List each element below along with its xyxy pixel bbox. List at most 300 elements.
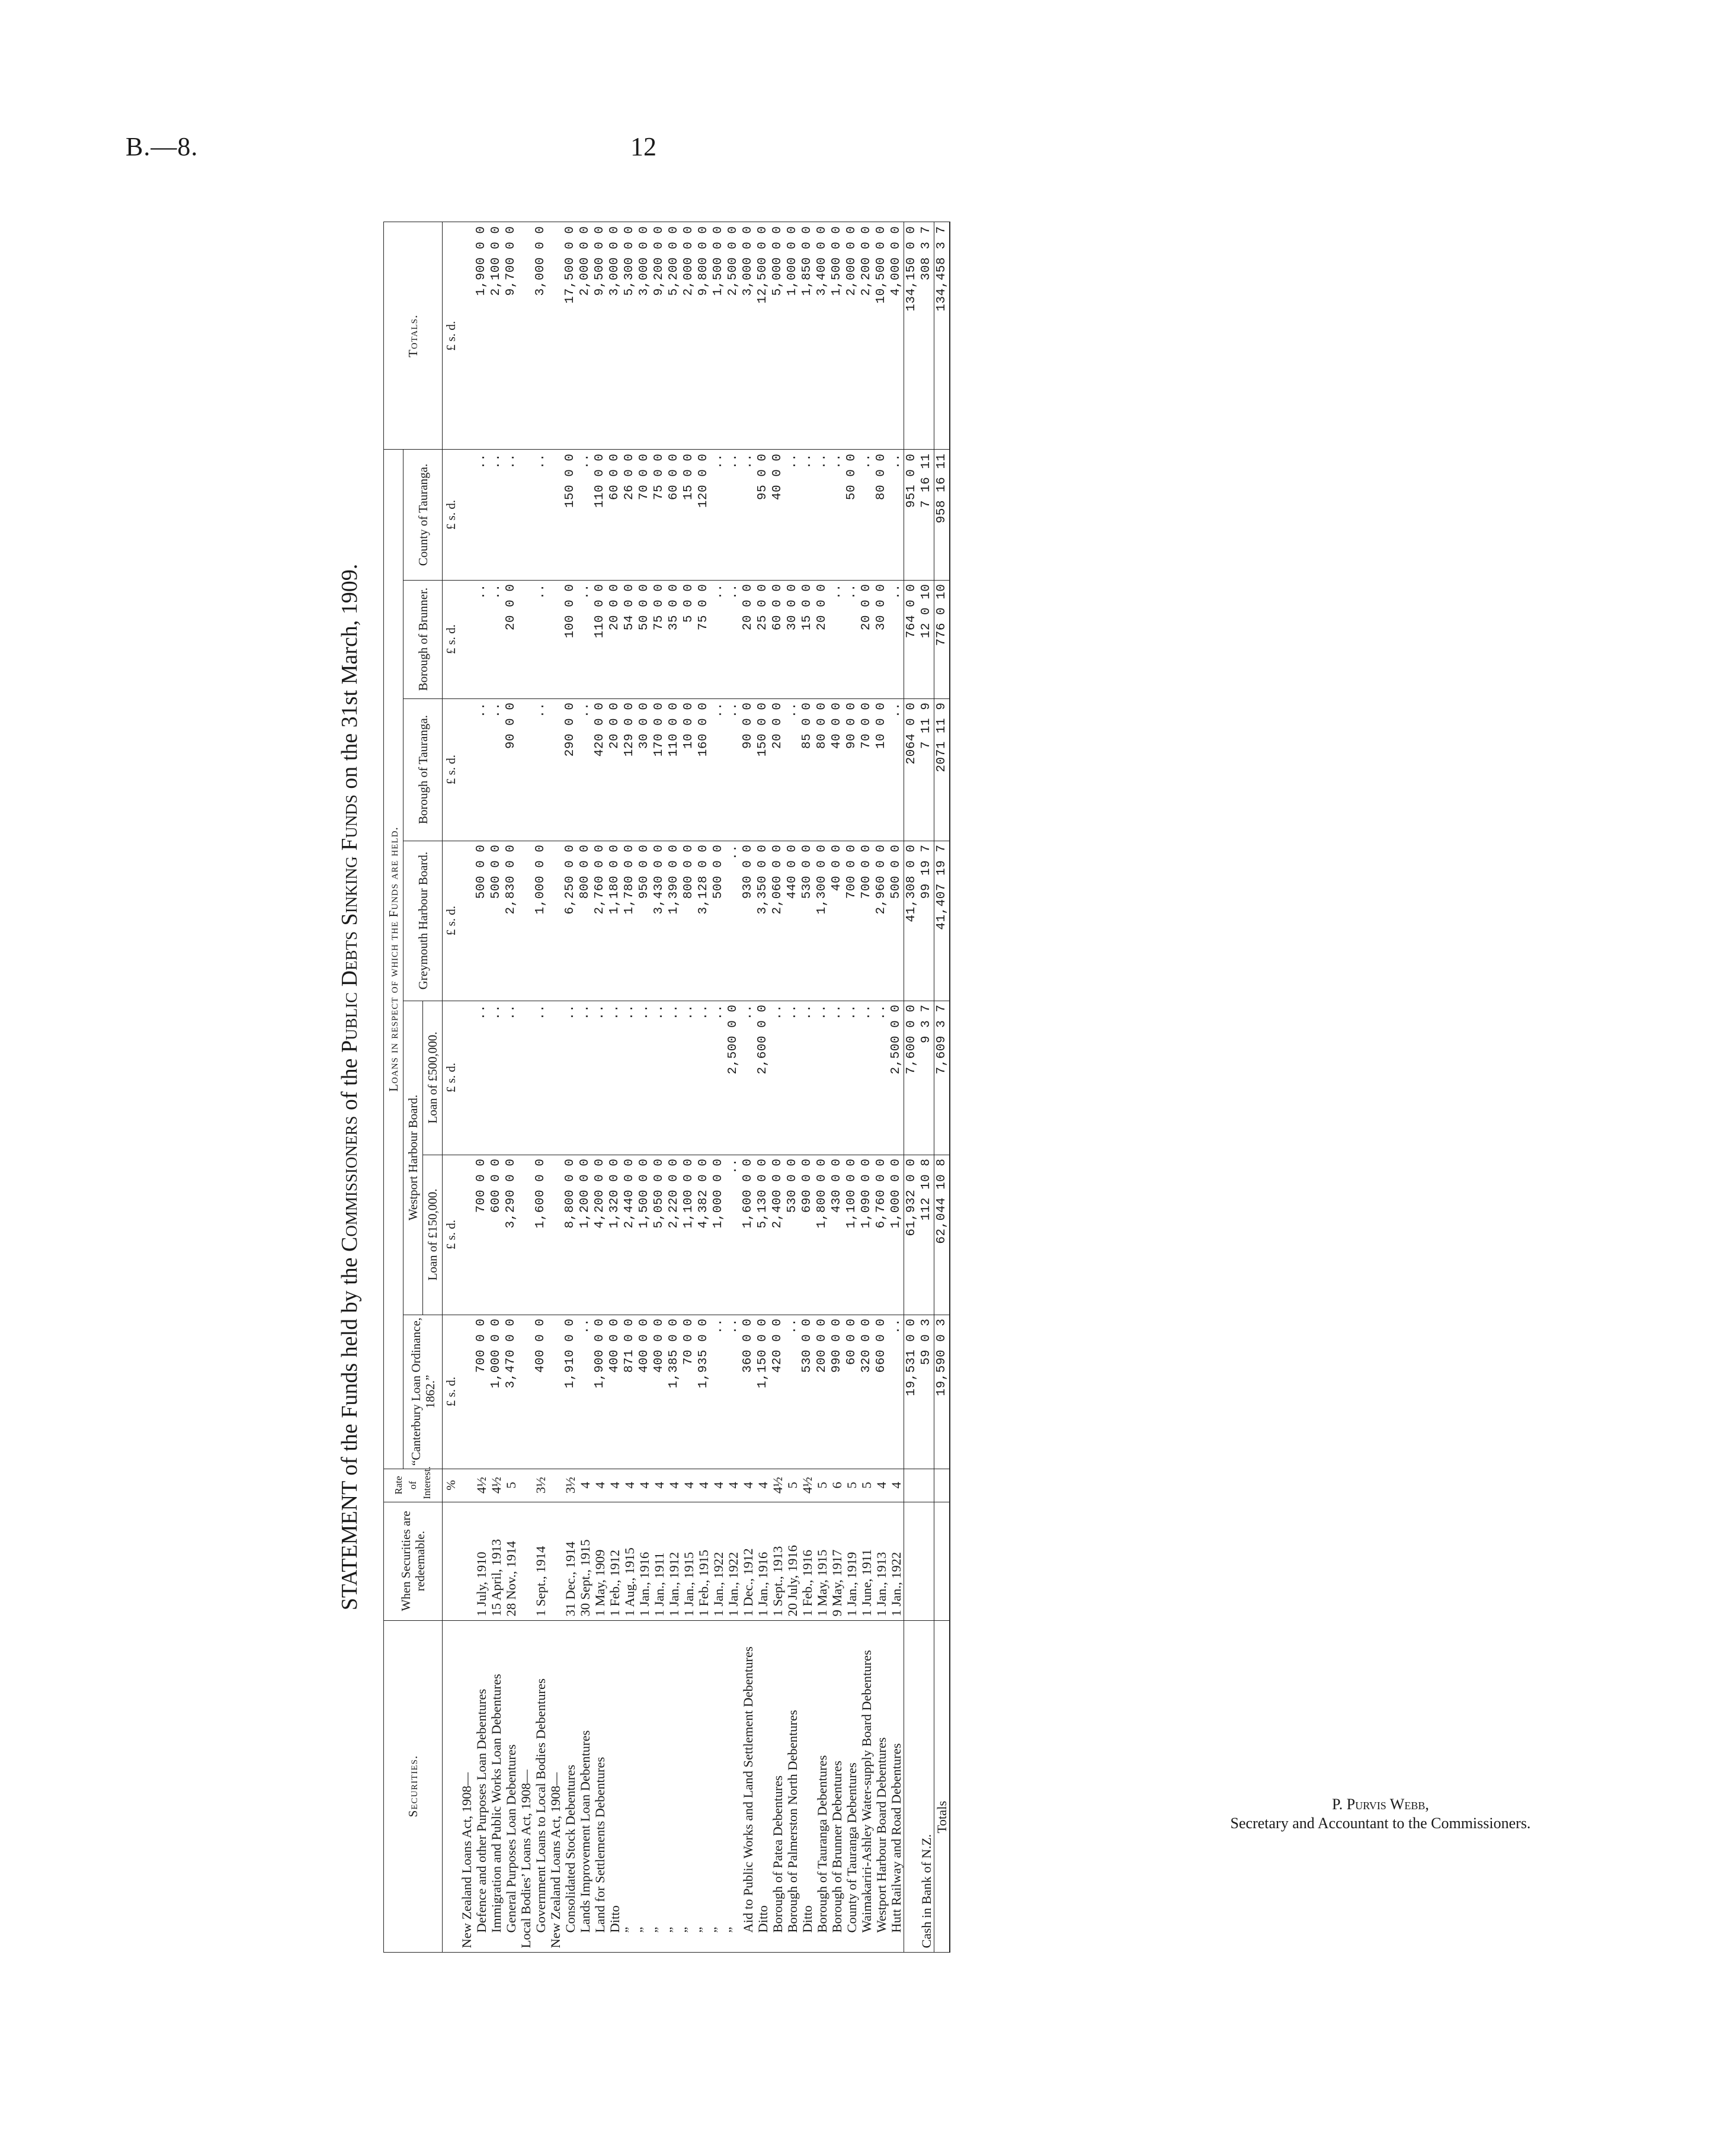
amount-canterbury: 1,910 0 0 xyxy=(563,1315,578,1469)
amount-tauranga_c: .. xyxy=(533,450,548,580)
rotated-statement xyxy=(330,213,1242,1961)
amount-tauranga_b: .. xyxy=(785,698,800,841)
amount-w150: 1,100 0 0 xyxy=(681,1155,696,1315)
amount-canterbury: 70 0 0 xyxy=(681,1315,696,1469)
totals-brunner: 776 0 10 xyxy=(934,580,950,698)
table-row xyxy=(652,222,667,1952)
amount-greymouth: 440 0 0 xyxy=(785,841,800,1001)
redeemable-date: 30 Sept., 1915 xyxy=(578,1502,592,1620)
security-name: ” xyxy=(652,1620,667,1952)
table-row xyxy=(711,222,726,1952)
amount-w150: 690 0 0 xyxy=(800,1155,815,1315)
amount-canterbury: 1,000 0 0 xyxy=(489,1315,504,1469)
page-number: 12 xyxy=(630,132,656,161)
amount-w500: .. xyxy=(592,1001,607,1155)
amount-tauranga_b: .. xyxy=(711,698,726,841)
table-row xyxy=(504,222,518,1952)
empty-cell xyxy=(459,222,474,450)
empty-cell xyxy=(548,222,563,450)
amount-canterbury: 360 0 0 xyxy=(741,1315,755,1469)
interest-rate: 5 xyxy=(504,1469,518,1502)
empty-cell xyxy=(459,580,474,698)
amount-w150: 1,500 0 0 xyxy=(637,1155,652,1315)
amount-tauranga_b: 150 0 0 xyxy=(755,698,770,841)
amount-tauranga_c: 15 0 0 xyxy=(681,450,696,580)
amount-brunner: .. xyxy=(578,580,592,698)
totals-w150: 62,044 10 8 xyxy=(934,1155,950,1315)
subtotal-total: 134,150 0 0 xyxy=(904,222,920,450)
empty-cell xyxy=(518,698,533,841)
amount-brunner: .. xyxy=(711,580,726,698)
cash-row xyxy=(919,222,934,1952)
amount-tauranga_c: .. xyxy=(711,450,726,580)
amount-canterbury: 1,935 0 0 xyxy=(696,1315,711,1469)
table-row xyxy=(607,222,622,1952)
amount-canterbury: 400 0 0 xyxy=(637,1315,652,1469)
col-westport-group: Westport Harbour Board. xyxy=(403,1001,423,1315)
amount-w500: .. xyxy=(489,1001,504,1155)
amount-tauranga_b: .. xyxy=(726,698,741,841)
security-name: Lands Improvement Loan Debentures xyxy=(578,1620,592,1952)
empty-cell xyxy=(518,1155,533,1315)
amount-w150: 1,000 0 0 xyxy=(889,1155,904,1315)
amount-tauranga_c: .. xyxy=(504,450,518,580)
amount-greymouth: .. xyxy=(726,841,741,1001)
amount-w150: 5,130 0 0 xyxy=(755,1155,770,1315)
totals-tauranga_c: 958 16 11 xyxy=(934,450,950,580)
interest-rate: 5 xyxy=(859,1469,874,1502)
empty-cell xyxy=(934,1502,950,1620)
interest-rate: 6 xyxy=(829,1469,844,1502)
amount-tauranga_b: 20 0 0 xyxy=(607,698,622,841)
redeemable-date: 1 Jan., 1913 xyxy=(874,1502,889,1620)
interest-rate: 4 xyxy=(711,1469,726,1502)
statement-title: STATEMENT of the Funds held by the Commissioners of the Public Debts Sinking Funds on the 31st March, 1909. xyxy=(337,563,362,1611)
table-row xyxy=(741,222,755,1952)
col-tauranga-borough: Borough of Tauranga. xyxy=(403,698,443,841)
amount-canterbury: .. xyxy=(578,1315,592,1469)
empty-cell xyxy=(459,1001,474,1155)
security-name: Borough of Patea Debentures xyxy=(770,1620,785,1952)
amount-brunner: 30 0 0 xyxy=(874,580,889,698)
redeemable-date: 1 Jan., 1916 xyxy=(755,1502,770,1620)
amount-brunner: 20 0 0 xyxy=(859,580,874,698)
amount-total: 2,500 0 0 xyxy=(726,222,741,450)
amount-canterbury: 660 0 0 xyxy=(874,1315,889,1469)
empty-cell xyxy=(518,222,533,450)
amount-brunner: 20 0 0 xyxy=(607,580,622,698)
amount-total: 5,300 0 0 xyxy=(622,222,637,450)
redeemable-date: 20 July, 1916 xyxy=(785,1502,800,1620)
security-name: ” xyxy=(696,1620,711,1952)
interest-rate: 4 xyxy=(637,1469,652,1502)
amount-w500: 2,500 0 0 xyxy=(889,1001,904,1155)
amount-tauranga_b: 10 0 0 xyxy=(874,698,889,841)
amount-w150: 1,090 0 0 xyxy=(859,1155,874,1315)
amount-w500: 2,500 0 0 xyxy=(726,1001,741,1155)
totals-label: Totals xyxy=(934,1620,950,1952)
amount-greymouth: 530 0 0 xyxy=(800,841,815,1001)
totals-w500: 7,609 3 7 xyxy=(934,1001,950,1155)
amount-total: 1,500 0 0 xyxy=(711,222,726,450)
amount-tauranga_b: 10 0 0 xyxy=(681,698,696,841)
interest-rate: 4½ xyxy=(489,1469,504,1502)
security-name: ” xyxy=(637,1620,652,1952)
amount-greymouth: 500 0 0 xyxy=(489,841,504,1001)
redeemable-date: 1 Jan., 1916 xyxy=(637,1502,652,1620)
amount-tauranga_b: .. xyxy=(889,698,904,841)
redeemable-date: 1 Aug., 1915 xyxy=(622,1502,637,1620)
amount-w500: .. xyxy=(844,1001,859,1155)
redeemable-date: 15 April, 1913 xyxy=(489,1502,504,1620)
empty-cell xyxy=(548,1001,563,1155)
empty-cell xyxy=(459,841,474,1001)
amount-w500: .. xyxy=(815,1001,829,1155)
amount-greymouth: 3,350 0 0 xyxy=(755,841,770,1001)
amount-tauranga_b: 420 0 0 xyxy=(592,698,607,841)
amount-brunner: .. xyxy=(889,580,904,698)
empty-cell xyxy=(548,1315,563,1469)
amount-w150: 3,290 0 0 xyxy=(504,1155,518,1315)
subtotal-tauranga_c: 951 0 0 xyxy=(904,450,920,580)
amount-total: 9,800 0 0 xyxy=(696,222,711,450)
table-row xyxy=(489,222,504,1952)
amount-w150: 1,100 0 0 xyxy=(844,1155,859,1315)
table-row xyxy=(681,222,696,1952)
security-name: Borough of Brunner Debentures xyxy=(829,1620,844,1952)
amount-total: 3,000 0 0 xyxy=(637,222,652,450)
redeemable-date: 1 Jan., 1922 xyxy=(711,1502,726,1620)
amount-w500: .. xyxy=(637,1001,652,1155)
empty-cell xyxy=(459,1469,474,1502)
table-row xyxy=(637,222,652,1952)
col-canterbury: “Canterbury Loan Ordinance, 1862.” xyxy=(403,1315,443,1469)
amount-tauranga_c: 40 0 0 xyxy=(770,450,785,580)
amount-greymouth: 700 0 0 xyxy=(859,841,874,1001)
security-name: Hutt Railway and Road Debentures xyxy=(889,1620,904,1952)
amount-w500: .. xyxy=(741,1001,755,1155)
security-name: County of Tauranga Debentures xyxy=(844,1620,859,1952)
amount-total: 5,200 0 0 xyxy=(667,222,681,450)
security-name: Waimakariri-Ashley Water-supply Board Debentures xyxy=(859,1620,874,1952)
amount-w150: 600 0 0 xyxy=(489,1155,504,1315)
col-westport-500: Loan of £500,000. xyxy=(423,1001,443,1155)
cash-canterbury: 59 0 3 xyxy=(919,1315,934,1469)
redeemable-date: 1 Sept., 1913 xyxy=(770,1502,785,1620)
amount-w150: 1,000 0 0 xyxy=(711,1155,726,1315)
amount-brunner: 110 0 0 xyxy=(592,580,607,698)
empty-cell xyxy=(459,1155,474,1315)
redeemable-date: 1 May, 1915 xyxy=(815,1502,829,1620)
amount-tauranga_c: .. xyxy=(889,450,904,580)
amount-total: 12,500 0 0 xyxy=(755,222,770,450)
amount-tauranga_c: .. xyxy=(785,450,800,580)
amount-w150: 1,200 0 0 xyxy=(578,1155,592,1315)
redeemable-date: 1 May, 1909 xyxy=(592,1502,607,1620)
cash-greymouth: 99 19 7 xyxy=(919,841,934,1001)
table-row xyxy=(622,222,637,1952)
amount-brunner: .. xyxy=(844,580,859,698)
amount-greymouth: 1,390 0 0 xyxy=(667,841,681,1001)
empty-cell xyxy=(459,698,474,841)
amount-tauranga_b: 40 0 0 xyxy=(829,698,844,841)
amount-tauranga_b: 90 0 0 xyxy=(741,698,755,841)
sinking-funds-table xyxy=(383,222,950,1952)
redeemable-date: 9 May, 1917 xyxy=(829,1502,844,1620)
amount-canterbury: 871 0 0 xyxy=(622,1315,637,1469)
interest-rate: 4 xyxy=(874,1469,889,1502)
amount-tauranga_c: 120 0 0 xyxy=(696,450,711,580)
table-row xyxy=(474,222,489,1952)
page-reference: B.—8. xyxy=(126,132,198,161)
amount-canterbury: 400 0 0 xyxy=(652,1315,667,1469)
amount-total: 2,000 0 0 xyxy=(578,222,592,450)
empty-cell xyxy=(518,1001,533,1155)
amount-w500: .. xyxy=(474,1001,489,1155)
signatory-name: P. Purvis Webb, xyxy=(1332,1796,1429,1813)
security-name: Land for Settlements Debentures xyxy=(592,1620,607,1952)
empty-cell xyxy=(459,1315,474,1469)
amount-canterbury: 200 0 0 xyxy=(815,1315,829,1469)
security-name: Ditto xyxy=(607,1620,622,1952)
amount-w500: .. xyxy=(622,1001,637,1155)
amount-tauranga_b: .. xyxy=(578,698,592,841)
interest-rate: 4 xyxy=(607,1469,622,1502)
amount-canterbury: 1,900 0 0 xyxy=(592,1315,607,1469)
amount-w500: .. xyxy=(696,1001,711,1155)
redeemable-date: 1 Feb., 1915 xyxy=(696,1502,711,1620)
amount-w500: .. xyxy=(800,1001,815,1155)
amount-greymouth: 2,060 0 0 xyxy=(770,841,785,1001)
security-name: New Zealand Loans Act, 1908— xyxy=(459,1620,474,1952)
empty-cell xyxy=(904,1469,920,1502)
amount-canterbury: 3,470 0 0 xyxy=(504,1315,518,1469)
amount-canterbury: .. xyxy=(726,1315,741,1469)
security-name: New Zealand Loans Act, 1908— xyxy=(548,1620,563,1952)
amount-tauranga_b: 30 0 0 xyxy=(637,698,652,841)
subtotal-greymouth: 41,308 0 0 xyxy=(904,841,920,1001)
interest-rate: 4 xyxy=(652,1469,667,1502)
amount-greymouth: 1,300 0 0 xyxy=(815,841,829,1001)
amount-total: 17,500 0 0 xyxy=(563,222,578,450)
redeemable-date: 1 Jan., 1922 xyxy=(889,1502,904,1620)
amount-greymouth: 6,250 0 0 xyxy=(563,841,578,1001)
totals-greymouth: 41,407 19 7 xyxy=(934,841,950,1001)
amount-tauranga_c: .. xyxy=(800,450,815,580)
amount-tauranga_c: .. xyxy=(815,450,829,580)
amount-w150: 1,800 0 0 xyxy=(815,1155,829,1315)
amount-w500: .. xyxy=(652,1001,667,1155)
empty-cell xyxy=(548,698,563,841)
amount-canterbury: .. xyxy=(711,1315,726,1469)
interest-rate: 4 xyxy=(755,1469,770,1502)
amount-canterbury: 1,150 0 0 xyxy=(755,1315,770,1469)
redeemable-date: 1 Jan., 1912 xyxy=(667,1502,681,1620)
amount-canterbury: .. xyxy=(785,1315,800,1469)
amount-tauranga_c: .. xyxy=(474,450,489,580)
empty-cell xyxy=(934,1469,950,1502)
cash-total: 308 3 7 xyxy=(919,222,934,450)
amount-brunner: 20 0 0 xyxy=(504,580,518,698)
interest-rate: 4 xyxy=(681,1469,696,1502)
amount-greymouth: 930 0 0 xyxy=(741,841,755,1001)
security-name: Government Loans to Local Bodies Debentures xyxy=(533,1620,548,1952)
empty-cell xyxy=(518,450,533,580)
amount-w500: .. xyxy=(770,1001,785,1155)
subtotal-canterbury: 19,531 0 0 xyxy=(904,1315,920,1469)
col-securities: Securities. xyxy=(384,1620,443,1952)
totals-total: 134,458 3 7 xyxy=(934,222,950,450)
amount-greymouth: 800 0 0 xyxy=(681,841,696,1001)
amount-w500: .. xyxy=(859,1001,874,1155)
amount-tauranga_c: .. xyxy=(489,450,504,580)
security-name: Consolidated Stock Debentures xyxy=(563,1620,578,1952)
units-row: % £ s. d. £ s. d. £ s. d. £ s. d. £ s. d. £ s. d. £ s. d. £ s. d. xyxy=(443,222,460,1952)
amount-w150: 1,600 0 0 xyxy=(533,1155,548,1315)
empty-cell xyxy=(459,1502,474,1620)
table-row xyxy=(859,222,874,1952)
amount-w500: 2,600 0 0 xyxy=(755,1001,770,1155)
amount-total: 10,500 0 0 xyxy=(874,222,889,450)
redeemable-date: 1 Dec., 1912 xyxy=(741,1502,755,1620)
interest-rate: 3½ xyxy=(563,1469,578,1502)
amount-total: 9,200 0 0 xyxy=(652,222,667,450)
totals-tauranga_b: 2071 11 9 xyxy=(934,698,950,841)
amount-w150: 530 0 0 xyxy=(785,1155,800,1315)
table-body xyxy=(459,222,950,1952)
amount-greymouth: 2,830 0 0 xyxy=(504,841,518,1001)
amount-greymouth: 2,760 0 0 xyxy=(592,841,607,1001)
amount-total: 1,900 0 0 xyxy=(474,222,489,450)
table-group-row xyxy=(518,222,533,1952)
security-name: General Purposes Loan Debentures xyxy=(504,1620,518,1952)
cash-tauranga_c: 7 16 11 xyxy=(919,450,934,580)
table-row xyxy=(667,222,681,1952)
table-row xyxy=(815,222,829,1952)
amount-tauranga_c: .. xyxy=(741,450,755,580)
amount-brunner: .. xyxy=(533,580,548,698)
amount-tauranga_b: .. xyxy=(489,698,504,841)
amount-canterbury: 400 0 0 xyxy=(607,1315,622,1469)
security-name: ” xyxy=(667,1620,681,1952)
amount-canterbury: 530 0 0 xyxy=(800,1315,815,1469)
table-row xyxy=(770,222,785,1952)
subtotal-w150: 61,932 0 0 xyxy=(904,1155,920,1315)
empty-cell xyxy=(548,580,563,698)
amount-greymouth: 2,960 0 0 xyxy=(874,841,889,1001)
amount-brunner: 50 0 0 xyxy=(637,580,652,698)
interest-rate: 5 xyxy=(844,1469,859,1502)
empty-cell xyxy=(518,580,533,698)
amount-w500: .. xyxy=(874,1001,889,1155)
table-row xyxy=(592,222,607,1952)
amount-canterbury: 420 0 0 xyxy=(770,1315,785,1469)
redeemable-date: 1 Jan., 1919 xyxy=(844,1502,859,1620)
amount-greymouth: 1,180 0 0 xyxy=(607,841,622,1001)
amount-brunner: .. xyxy=(726,580,741,698)
empty-cell xyxy=(548,450,563,580)
amount-w500: .. xyxy=(533,1001,548,1155)
security-name: Ditto xyxy=(800,1620,815,1952)
table-row xyxy=(755,222,770,1952)
table-row xyxy=(785,222,800,1952)
amount-tauranga_c: .. xyxy=(829,450,844,580)
amount-total: 2,100 0 0 xyxy=(489,222,504,450)
empty-cell xyxy=(904,1502,920,1620)
totals-row xyxy=(934,222,950,1952)
redeemable-date: 1 Jan., 1915 xyxy=(681,1502,696,1620)
empty-cell xyxy=(459,450,474,580)
interest-rate: 4½ xyxy=(474,1469,489,1502)
amount-w150: 2,440 0 0 xyxy=(622,1155,637,1315)
empty-cell xyxy=(518,1502,533,1620)
interest-rate: 4 xyxy=(622,1469,637,1502)
subtotal-row xyxy=(904,222,920,1952)
interest-rate: 4 xyxy=(726,1469,741,1502)
amount-brunner: 30 0 0 xyxy=(785,580,800,698)
col-loans-group: Loans in respect of which the Funds are held. xyxy=(384,450,403,1469)
amount-brunner: .. xyxy=(474,580,489,698)
totals-canterbury: 19,590 0 3 xyxy=(934,1315,950,1469)
cash-tauranga_b: 7 11 9 xyxy=(919,698,934,841)
interest-rate: 4 xyxy=(578,1469,592,1502)
amount-w500: .. xyxy=(829,1001,844,1155)
amount-brunner: 5 0 0 xyxy=(681,580,696,698)
col-rate: Rate of Interest. xyxy=(384,1469,443,1502)
redeemable-date: 1 June, 1911 xyxy=(859,1502,874,1620)
security-name: ” xyxy=(726,1620,741,1952)
empty-cell xyxy=(919,1469,934,1502)
signature-block xyxy=(1025,1795,1736,1833)
amount-tauranga_b: 170 0 0 xyxy=(652,698,667,841)
amount-canterbury: 700 0 0 xyxy=(474,1315,489,1469)
interest-rate: 4 xyxy=(667,1469,681,1502)
amount-w150: 700 0 0 xyxy=(474,1155,489,1315)
amount-tauranga_c: 60 0 0 xyxy=(667,450,681,580)
cash-w500: 9 3 7 xyxy=(919,1001,934,1155)
interest-rate: 4½ xyxy=(800,1469,815,1502)
amount-greymouth: 1,000 0 0 xyxy=(533,841,548,1001)
amount-tauranga_c: 80 0 0 xyxy=(874,450,889,580)
amount-tauranga_c: 75 0 0 xyxy=(652,450,667,580)
amount-w150: 1,600 0 0 xyxy=(741,1155,755,1315)
table-group-row xyxy=(548,222,563,1952)
amount-w500: .. xyxy=(711,1001,726,1155)
amount-w150: 2,400 0 0 xyxy=(770,1155,785,1315)
amount-total: 3,400 0 0 xyxy=(815,222,829,450)
cash-label: Cash in Bank of N.Z. xyxy=(919,1620,934,1952)
amount-tauranga_b: .. xyxy=(474,698,489,841)
amount-tauranga_c: .. xyxy=(578,450,592,580)
amount-canterbury: 60 0 0 xyxy=(844,1315,859,1469)
amount-tauranga_c: 95 0 0 xyxy=(755,450,770,580)
amount-greymouth: 1,780 0 0 xyxy=(622,841,637,1001)
amount-canterbury: 320 0 0 xyxy=(859,1315,874,1469)
amount-tauranga_b: 160 0 0 xyxy=(696,698,711,841)
amount-total: 1,500 0 0 xyxy=(829,222,844,450)
amount-brunner: 15 0 0 xyxy=(800,580,815,698)
amount-total: 4,000 0 0 xyxy=(889,222,904,450)
interest-rate: 3½ xyxy=(533,1469,548,1502)
amount-canterbury: 1,385 0 0 xyxy=(667,1315,681,1469)
amount-total: 2,000 0 0 xyxy=(681,222,696,450)
amount-brunner: 20 0 0 xyxy=(741,580,755,698)
empty-cell xyxy=(548,1155,563,1315)
interest-rate: 5 xyxy=(785,1469,800,1502)
amount-tauranga_c: 26 0 0 xyxy=(622,450,637,580)
amount-tauranga_b: 110 0 0 xyxy=(667,698,681,841)
security-name: Westport Harbour Board Debentures xyxy=(874,1620,889,1952)
